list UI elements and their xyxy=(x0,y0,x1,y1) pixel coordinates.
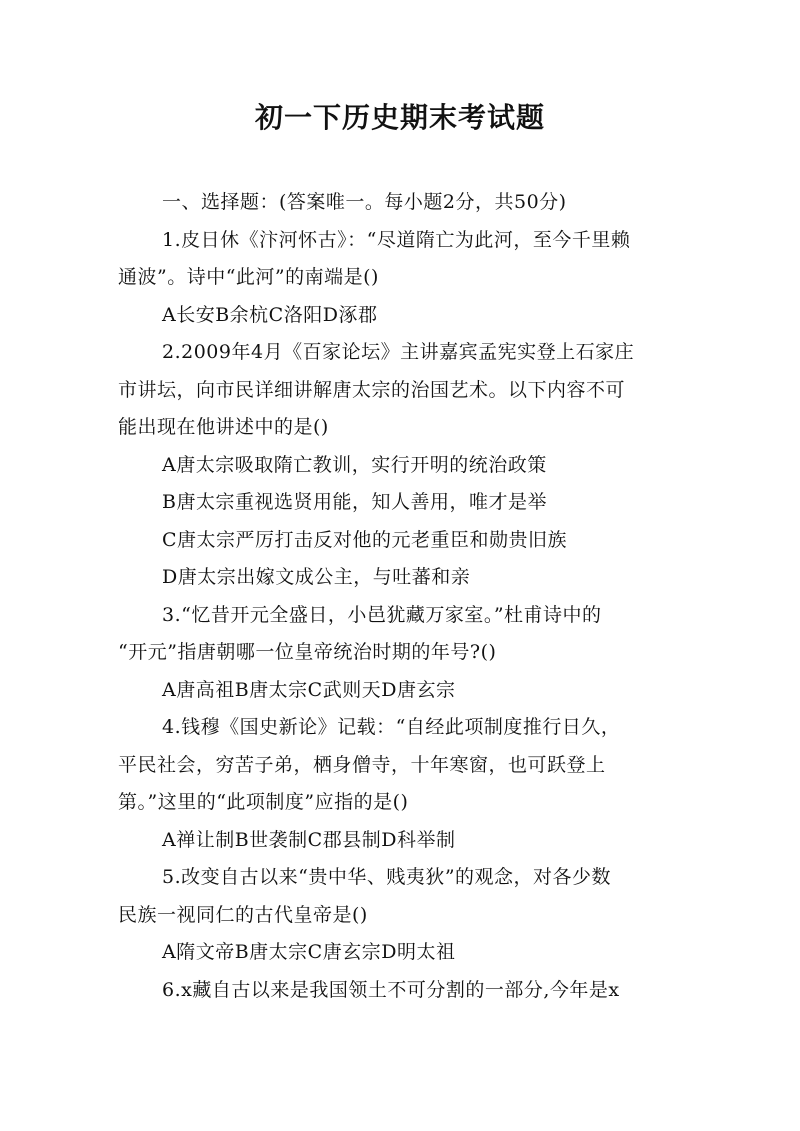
text-line: 6.x藏自古以来是我国领土不可分割的一部分,今年是x xyxy=(162,978,620,1001)
text-line: 3.“忆昔开元全盛日，小邑犹藏万家室。”杜甫诗中的 xyxy=(162,603,602,626)
text-line: 1.皮日休《汴河怀古》：“尽道隋亡为此河，至今千里赖 xyxy=(162,228,631,251)
text-line: A唐高祖B唐太宗C武则天D唐玄宗 xyxy=(162,678,456,701)
text-line: 通波”。诗中“此河”的南端是() xyxy=(118,266,379,288)
text-line: A唐太宗吸取隋亡教训，实行开明的统治政策 xyxy=(162,453,547,476)
text-line: D唐太宗出嫁文成公主，与吐蕃和亲 xyxy=(162,566,471,588)
text-line: 一、选择题：(答案唯一。每小题2分，共50分) xyxy=(162,191,567,213)
text-line: 市讲坛，向市民详细讲解唐太宗的治国艺术。以下内容不可 xyxy=(118,378,626,401)
text-line: 能出现在他讲述中的是() xyxy=(118,416,329,438)
text-line: 2.2009年4月《百家论坛》主讲嘉宾孟宪实登上石家庄 xyxy=(162,341,635,363)
text-line: 第。”这里的“此项制度”应指的是() xyxy=(118,791,409,813)
text-line: “开元”指唐朝哪一位皇帝统治时期的年号?() xyxy=(118,641,497,663)
page-title: 初一下历史期末考试题 xyxy=(254,101,545,134)
text-line: C唐太宗严厉打击反对他的元老重臣和勋贵旧族 xyxy=(162,528,568,551)
text-line: 4.钱穆《国史新论》记载：“自经此项制度推行日久， xyxy=(162,716,621,738)
text-line: A隋文帝B唐太宗C唐玄宗D明太祖 xyxy=(162,941,456,963)
text-line: 5.改变自古以来“贵中华、贱夷狄”的观念，对各少数 xyxy=(162,866,612,888)
text-line: A长安B余杭C洛阳D涿郡 xyxy=(162,303,378,326)
text-line: 平民社会，穷苦子弟，栖身僧寺，十年寒窗，也可跃登上 xyxy=(118,753,606,776)
text-line: B唐太宗重视选贤用能，知人善用，唯才是举 xyxy=(162,491,547,513)
document-body xyxy=(118,184,684,1009)
text-line: A禅让制B世袭制C郡县制D科举制 xyxy=(162,828,456,851)
text-line: 民族一视同仁的古代皇帝是() xyxy=(118,903,368,926)
